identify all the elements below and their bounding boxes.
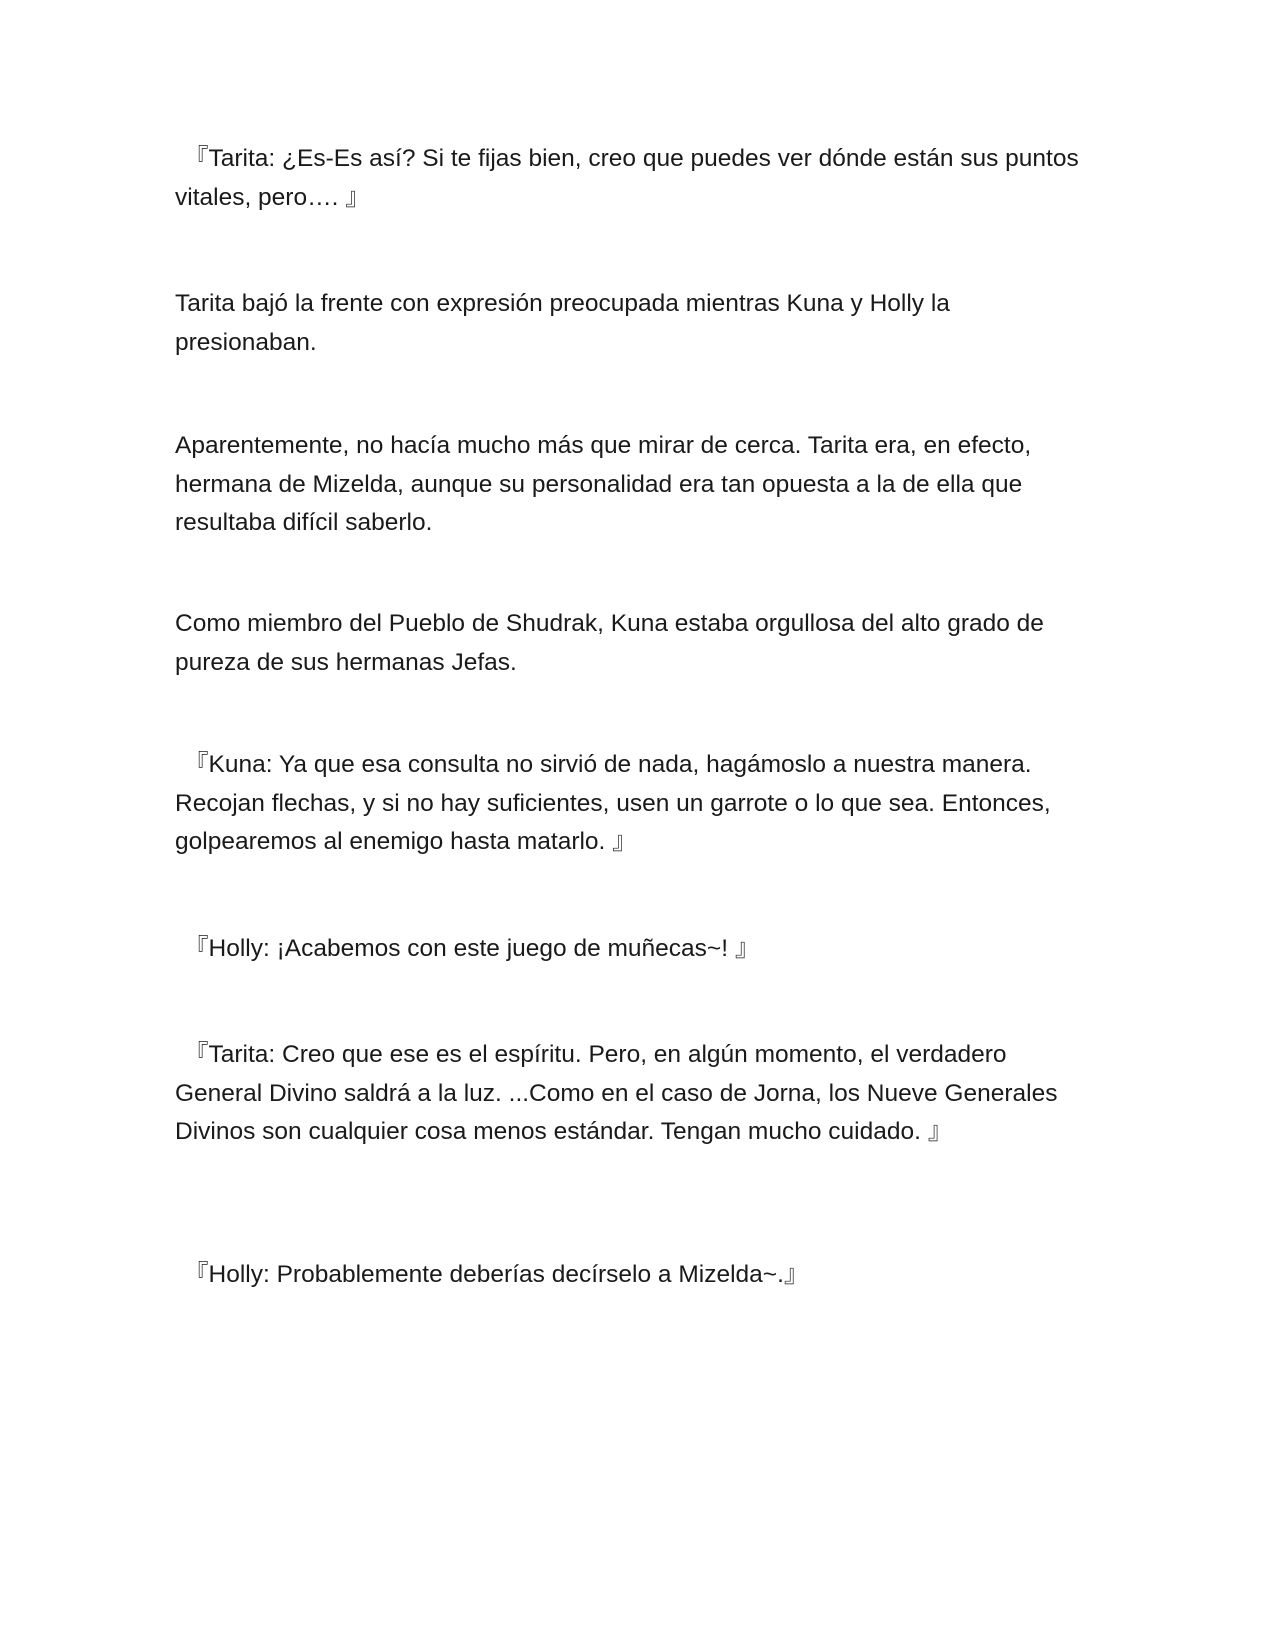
dialogue-paragraph: 『Holly: Probablemente deberías decírselo a Mizelda~.』 (184, 1261, 809, 1288)
narration-paragraph: Tarita bajó la frente con expresión preocupada mientras Kuna y Holly la presionaban. (175, 290, 950, 356)
dialogue-paragraph: 『Tarita: ¿Es-Es así? Si te fijas bien, creo que puedes ver dónde están sus puntos vitales, pero…. 』 (175, 145, 1079, 211)
dialogue-paragraph: 『Tarita: Creo que ese es el espíritu. Pero, en algún momento, el verdadero General Divino saldrá a la luz. ...Como en el caso de Jorna, los Nueve Generales Divinos son cualquier cosa menos estándar. Tengan mucho cuidado. 』 (175, 1041, 1058, 1145)
dialogue-paragraph: 『Holly: ¡Acabemos con este juego de muñecas~! 』 (184, 935, 760, 962)
dialogue-paragraph: 『Kuna: Ya que esa consulta no sirvió de nada, hagámoslo a nuestra manera. Recojan flechas, y si no hay suficientes, usen un garrote o lo que sea. Entonces, golpearemos al enemigo hasta matarlo. 』 (175, 751, 1051, 855)
narration-paragraph: Como miembro del Pueblo de Shudrak, Kuna estaba orgullosa del alto grado de pureza de sus hermanas Jefas. (175, 610, 1044, 676)
narration-paragraph: Aparentemente, no hacía mucho más que mirar de cerca. Tarita era, en efecto, hermana de Mizelda, aunque su personalidad era tan opuesta a la de ella que resultaba difícil saberlo. (175, 432, 1032, 536)
